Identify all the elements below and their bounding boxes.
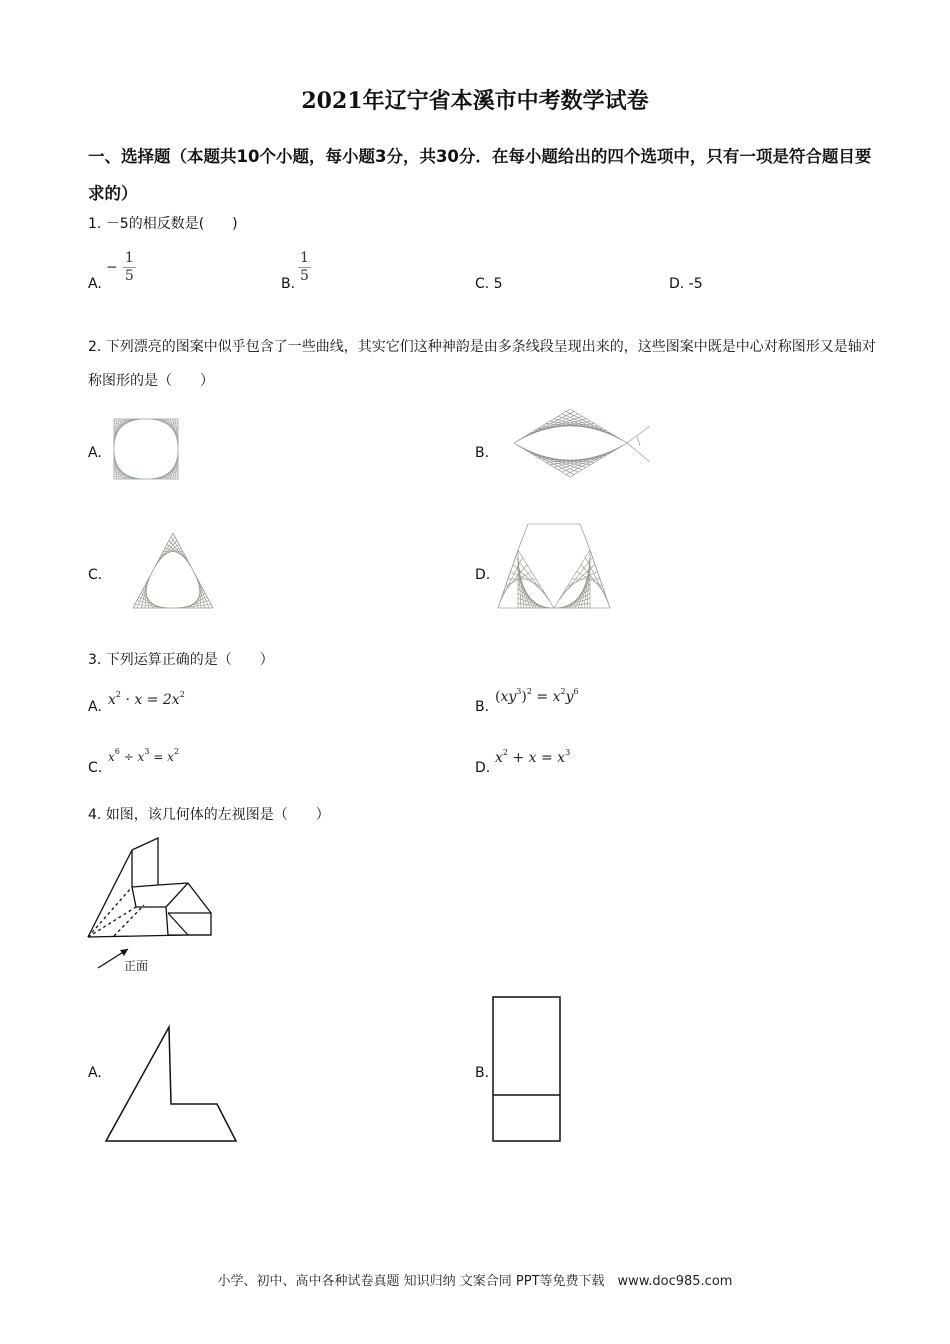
q4-option-b-label: B.	[475, 1065, 490, 1081]
q4-option-b-figure	[491, 995, 563, 1143]
q1-option-d: D. -5	[669, 276, 703, 292]
q2-option-d-trapezoid-figure	[496, 522, 612, 610]
question-2-stem: 2. 下列漂亮的图案中似乎包含了一些曲线，其实它们这种神韵是由多条线段呈现出来的，这些图案中既是中心对称图形又是轴对称图形的是（ ）	[88, 339, 876, 389]
q1-option-c: C. 5	[475, 276, 503, 292]
q2-option-a-pattern-figure	[110, 416, 182, 482]
front-view-label: 正面	[124, 959, 149, 973]
q1-option-b-fraction	[298, 250, 311, 285]
numerator: 1	[300, 250, 309, 266]
q4-option-a-figure	[104, 1025, 240, 1143]
question-1-stem: 1. －5的相反数是( )	[88, 216, 238, 232]
page-footer: 小学、初中、高中各种试卷真题 知识归纳 文案合同 PPT等免费下载 www.doc985.com	[217, 1274, 733, 1289]
q1-option-b-label: B.	[281, 276, 296, 292]
q3-option-d-expression: $x^2 + x = x^3$	[495, 748, 571, 766]
q2-option-d-label: D.	[475, 567, 491, 583]
question-3-stem: 3. 下列运算正确的是（ ）	[88, 652, 274, 668]
minus-sign: −	[106, 259, 118, 276]
q3-option-a-label: A.	[88, 699, 102, 715]
q3-option-a-expression: $x^2 \cdot x = 2x^2$	[108, 690, 185, 708]
q3-option-d-label: D.	[475, 760, 491, 776]
q3-option-b-label: B.	[475, 699, 490, 715]
q3-option-b-expression: $(xy^3)^2 = x^2y^6$	[495, 687, 579, 705]
q2-option-c-triangle-figure	[130, 530, 216, 612]
q3-option-c-label: C.	[88, 760, 103, 776]
q1-option-a-label: A.	[88, 276, 102, 292]
q4-solid-figure	[84, 835, 216, 975]
question-4-stem: 4. 如图，该几何体的左视图是（ ）	[88, 807, 330, 823]
q2-option-a-label: A.	[88, 445, 102, 461]
fraction	[123, 250, 136, 285]
denominator: 5	[300, 268, 309, 284]
q2-option-c-label: C.	[88, 567, 103, 583]
q2-option-b-fish-figure	[512, 406, 652, 480]
q2-option-b-label: B.	[475, 445, 490, 461]
denominator: 5	[124, 268, 134, 284]
fraction	[298, 250, 311, 285]
q4-option-a-label: A.	[88, 1065, 102, 1081]
numerator: 1	[124, 250, 134, 266]
q3-option-c-expression: $x^6 \div x^3 = x^2$	[108, 747, 179, 764]
page-title: 2021年辽宁省本溪市中考数学试卷	[301, 88, 649, 114]
q1-option-a-fraction	[106, 250, 136, 285]
section-heading: 一、选择题（本题共10个小题，每小题3分，共30分．在每小题给出的四个选项中，只有一项是符合题目要求的）	[88, 147, 872, 203]
